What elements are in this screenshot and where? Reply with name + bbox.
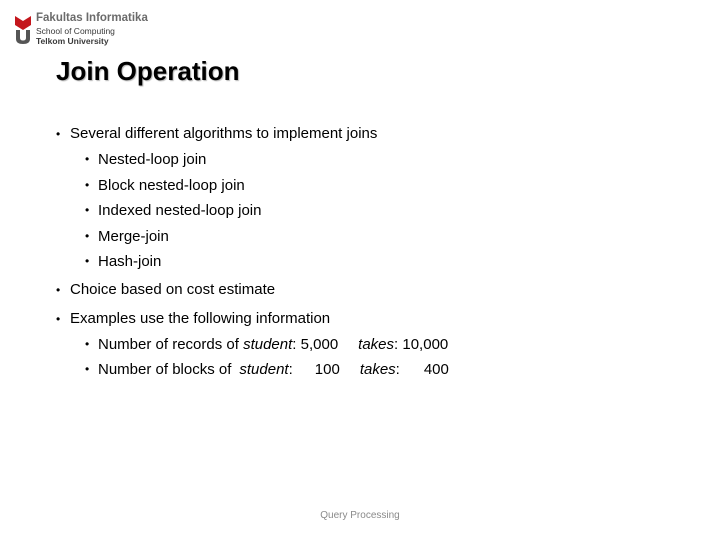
takes-blocks-value: 400 bbox=[423, 361, 449, 378]
algorithm-list bbox=[56, 147, 676, 275]
list-item-block-nested-loop: • Block nested-loop join bbox=[56, 173, 676, 199]
slide-title: Join Operation bbox=[56, 56, 240, 86]
list-item-nested-loop: • Nested-loop join bbox=[56, 147, 676, 173]
list-item-merge-join: • Merge-join bbox=[56, 224, 676, 250]
student-relation: student bbox=[239, 361, 289, 378]
student-blocks-value: 100 bbox=[314, 361, 340, 378]
slide-footer: Query Processing bbox=[320, 510, 400, 521]
takes-relation: takes bbox=[358, 335, 395, 353]
list-item-blocks: • Number of blocks of student: 100 takes: 400 bbox=[56, 357, 676, 383]
bullet-algorithms: • Several different algorithms to implement joins bbox=[56, 124, 676, 144]
student-records-value: 5,000 bbox=[300, 335, 339, 353]
takes-relation: takes bbox=[359, 361, 396, 378]
records-label: Number of records of bbox=[98, 335, 239, 353]
student-relation: student bbox=[243, 335, 293, 353]
list-item-records: • Number of records of student: 5,000 takes: 10,000 bbox=[56, 332, 676, 358]
logo-university-name: Telkom University bbox=[36, 36, 109, 46]
takes-records-value: 10,000 bbox=[402, 335, 449, 353]
bullet-examples: • Examples use the following information bbox=[56, 309, 676, 329]
blocks-label: Number of blocks of bbox=[98, 361, 232, 378]
logo-school-name: School of Computing bbox=[36, 25, 115, 36]
slide-content bbox=[56, 124, 676, 383]
list-item-hash-join: • Hash-join bbox=[56, 249, 676, 275]
bullet-cost-estimate: • Choice based on cost estimate bbox=[56, 280, 676, 300]
logo-faculty-name: Fakultas Informatika bbox=[36, 12, 148, 24]
example-list bbox=[56, 332, 676, 383]
faculty-logo bbox=[14, 13, 154, 49]
telkom-logo-icon bbox=[14, 15, 32, 45]
list-item-indexed-nested-loop: • Indexed nested-loop join bbox=[56, 198, 676, 224]
